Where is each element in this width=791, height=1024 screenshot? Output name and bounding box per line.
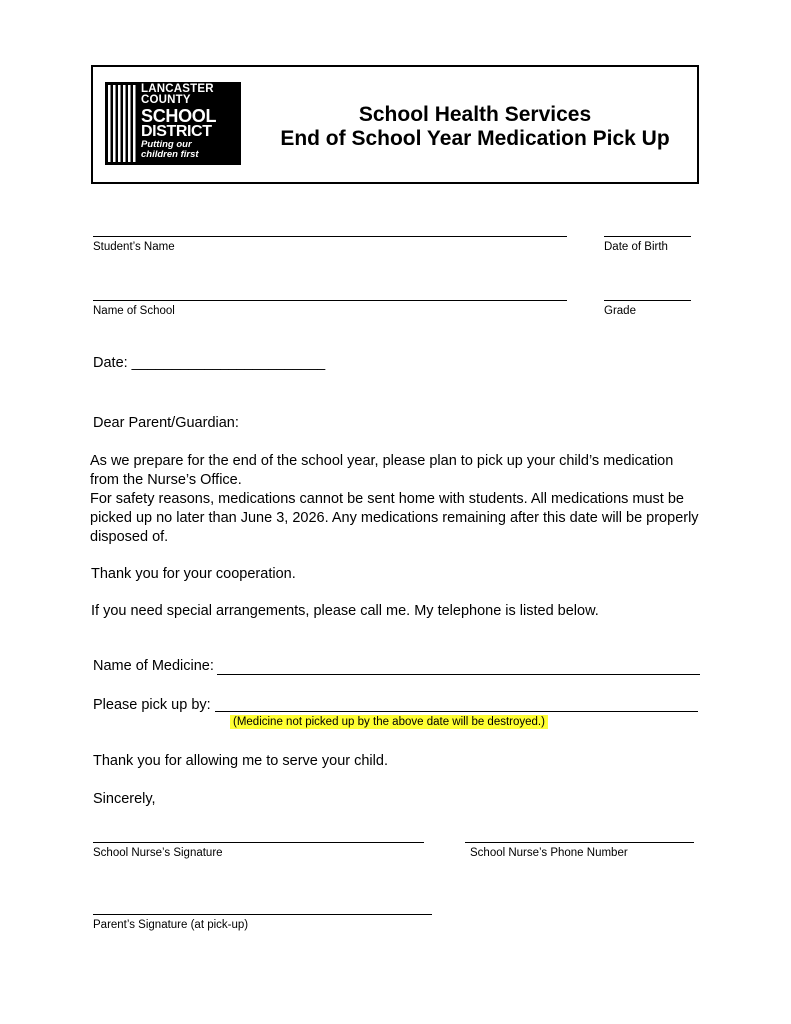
pickup-by-line[interactable] — [215, 711, 698, 712]
medicine-name-label: Name of Medicine: — [93, 658, 214, 674]
warning-highlight: (Medicine not picked up by the above date will be destroyed.) — [230, 715, 548, 729]
letter-paragraph — [90, 452, 700, 547]
special-arrangements-text: If you need special arrangements, please call me. My telephone is listed below. — [91, 603, 599, 619]
logo-bars-icon — [108, 85, 138, 162]
nurse-signature-label: School Nurse’s Signature — [93, 847, 223, 859]
dob-line[interactable] — [604, 236, 691, 237]
student-name-line[interactable] — [93, 236, 567, 237]
logo-tagline-1: Putting our — [141, 139, 192, 150]
paragraph-line: picked up no later than June 3, 2026. Any medications remaining after this date will be properly — [90, 510, 699, 526]
logo-line-3: SCHOOL — [141, 106, 217, 126]
nurse-signature-line[interactable] — [93, 842, 424, 843]
school-name-line[interactable] — [93, 300, 567, 301]
page-subtitle: End of School Year Medication Pick Up — [280, 127, 670, 150]
page-title: School Health Services — [358, 103, 592, 126]
parent-signature-line[interactable] — [93, 914, 432, 915]
header-box — [91, 65, 699, 184]
logo-tagline-2: children first — [141, 149, 199, 160]
student-name-label: Student’s Name — [93, 241, 175, 253]
paragraph-line: disposed of. — [90, 529, 169, 545]
paragraph-line: As we prepare for the end of the school year, please plan to pick up your child’s medication — [90, 453, 674, 469]
school-name-label: Name of School — [93, 305, 175, 317]
date-field[interactable]: Date: ________________________ — [93, 355, 326, 371]
dob-label: Date of Birth — [604, 241, 668, 253]
nurse-phone-label: School Nurse’s Phone Number — [470, 847, 628, 859]
parent-signature-label: Parent’s Signature (at pick-up) — [93, 919, 249, 931]
logo-line-2: COUNTY — [141, 94, 191, 106]
logo-line-1: LANCASTER — [141, 83, 214, 95]
grade-line[interactable] — [604, 300, 691, 301]
pickup-by-label: Please pick up by: — [93, 697, 211, 713]
medicine-name-line[interactable] — [217, 674, 700, 675]
paragraph-line: from the Nurse’s Office. — [90, 472, 242, 488]
logo-tagline — [141, 140, 199, 160]
sincerely-text: Sincerely, — [93, 791, 156, 807]
logo-line-4: DISTRICT — [141, 123, 212, 140]
grade-label: Grade — [604, 305, 636, 317]
salutation: Dear Parent/Guardian: — [93, 415, 239, 431]
thanks-text: Thank you for your cooperation. — [91, 566, 296, 582]
nurse-phone-line[interactable] — [465, 842, 694, 843]
district-logo — [105, 82, 241, 165]
paragraph-line: For safety reasons, medications cannot be sent home with students. All medications must be — [90, 491, 684, 507]
serve-text: Thank you for allowing me to serve your child. — [93, 753, 388, 769]
